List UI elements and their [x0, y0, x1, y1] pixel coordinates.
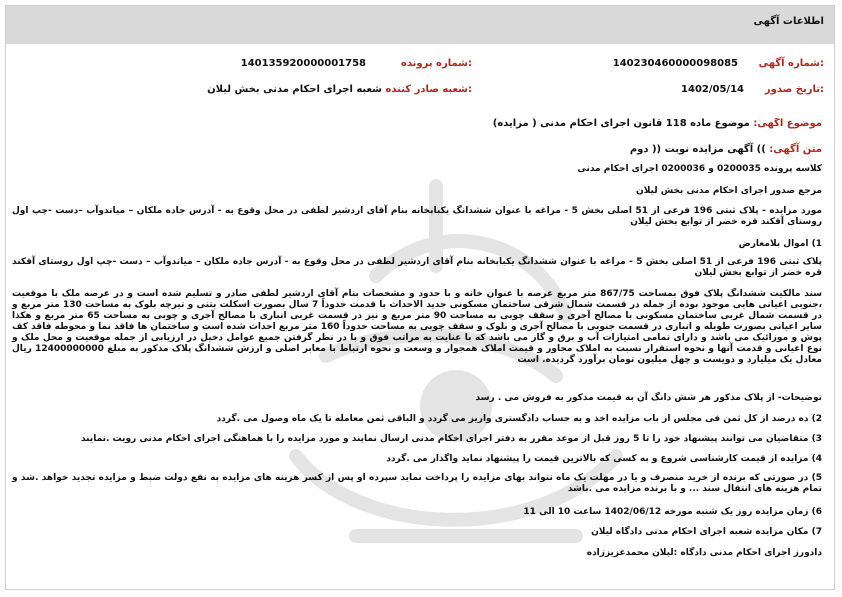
item-7: 7) مکان مزایده شعبه اجرای احکام مدنی دادگاه لیلان: [591, 527, 822, 537]
reference-line: مرجع صدور اجرای احکام مدنی بخش لیلان: [636, 186, 822, 196]
case-number-value: 140135920000001758: [240, 58, 366, 69]
property-description: سند مالکیت ششدانگ پلاک فوق بمساحت 867/75 متر مربع عرصه با عنوان خانه و با حدود و مشخصات بنام آقای اردشیر لطفی صادر و تسلیم شده است و در عرصه ملک با موقعیت ،جنوبی اعیانی هایی موجود بوده از جمله در قسمت شمال شرقی ساختمان مسکونی جدید الاحداث با قدمت حدوداً 7 سال بصورت اسکلت بتنی و تیرچه بلوک به مساحت 130 متر مربع و در قسمت شمال غربی ساختمان مسکونی با مصالح آجری و سقف چوبی به مساحت 90 متر مربع و نیز در قسمت غربی انباری با مصالح آجری و چوبی به مساحت 65 متر مربع و هکذا سایر اعیانی بصورت طویله و انباری در قسمت جنوبی با مصالح آجری و بلوک و سقف چوبی به مساحت حدوداً 160 متر مربع احداث شده است و ساختمان ها فاقد نما و محوطه فاقد کف پوش و موزائیک می باشد و دارای تمامی امتیازات آب و برق و گاز می باشد که با عنایت به مراتب فوق و با در نظر گرفتن جمیع عوامل دخیل در ارزیابی از جمله موقعیت و محل ملک و نوع اعیانی و قدمت آنها و نحوه استقرار نسبت به املاک مجاور و قیمت املاک همجوار و وسعت و نحوه ارتباط با معابر اصلی و ارزش ششدانگ پلاک مذکور به مبلغ 12400000000 ریال معادل یک میلیارد و دویست و چهل میلیون تومان برآورد گردیده. است: [12, 289, 823, 365]
item-2: 2) ده درصد از کل ثمن فی مجلس از باب مزایده اخذ و به حساب دادگستری واریز می گردد و الباقی ثمن معامله تا یک ماه وصول می .گردد: [216, 414, 822, 424]
panel-title: اطلاعات آگهی: [753, 16, 824, 27]
item-4: 4) مزایده از قیمت کارشناسی شروع و به کسی که بالاترین قیمت را پیشنهاد نماید واگذار می .گردد: [386, 454, 822, 464]
class-line: کلاسه پرونده 0200035 و 0200036 اجرای احکام مدنی: [577, 164, 822, 174]
item-1-heading: 1) اموال بلامعارض: [738, 239, 822, 249]
subject-label: موضوع آگهی:: [753, 118, 822, 129]
explanation-line: توضیحات- از پلاک مذکور هر شش دانگ آن به قیمت مذکور به فروش می . رسد: [475, 393, 822, 403]
announcement-content: [6, 118, 834, 588]
ad-text-row: [630, 144, 822, 155]
issue-date-label: تاریخ صدور:: [764, 84, 824, 95]
issuer-value: شعبه اجرای احکام مدنی بخش لیلان: [207, 84, 382, 95]
ad-text-value: )) آگهی مزایده نوبت (( دوم: [629, 144, 766, 155]
info-fields: [6, 54, 834, 100]
ad-number-value: 140230460000098085: [612, 58, 738, 69]
issue-date-value: 1402/05/14: [681, 84, 744, 95]
property-line: مورد مزایده - پلاک ثبتی 196 فرعی از 51 اصلی بخش 5 - مراغه با عنوان ششدانگ یکبابخانه بنام آقای اردشیر لطفی در محل وقوع به - آدرس جاده ملکان – میاندوآب –دست -چپ اول روستای آقکند قره خضر از توابع بخش لیلان: [12, 206, 822, 227]
ad-text-label: متن آگهی:: [769, 144, 822, 155]
signature-line: دادورز اجرای احکام مدنی دادگاه :لیلان محمدعزیززاده: [586, 548, 822, 558]
panel-header: [6, 6, 834, 44]
ad-number-label: شماره آگهی:: [758, 58, 824, 69]
item-6: 6) زمان مزایده روز یک شنبه مورخه 1402/06/12 ساعت 10 الی 11: [523, 507, 822, 517]
item-5: 5) در صورتی که برنده از خرید منصرف و یا در مهلت یک ماه نتواند بهای مزایده را پرداخت نماید سپرده او پس از کسر هزینه های مزایده به نفع دولت ضبط و مزایده تجدید خواهد .شد و تمام هزینه های انتقال سند ... و با برنده مزایده می .باشد: [12, 473, 822, 494]
subject-value: موضوع ماده 118 قانون اجرای احکام مدنی ( مزایده): [492, 118, 750, 129]
item-3: 3) متقاضیان می توانند پیشنهاد خود را تا 5 روز قبل از موعد مقرر به دفتر اجرای احکام مدنی ارسال نمایند و مورد مزایده را با هماهنگی اجرای احکام مدنی رویت .نمایند: [80, 434, 822, 444]
item-1-text: پلاک ثبتی 196 فرعی از 51 اصلی بخش 5 - مراغه با عنوان ششدانگ یکبابخانه بنام آقای اردشیر لطفی در محل وقوع به - آدرس جاده ملکان – میاندوآب – دست -چپ اول روستای آقکند قره خضر از توابع بخش لیلان: [12, 257, 823, 278]
case-number-label: شماره پرونده:: [400, 58, 472, 69]
issuer-label: شعبه صادر کننده:: [385, 84, 472, 95]
subject-row: [493, 118, 822, 129]
announcement-panel: [5, 5, 835, 590]
